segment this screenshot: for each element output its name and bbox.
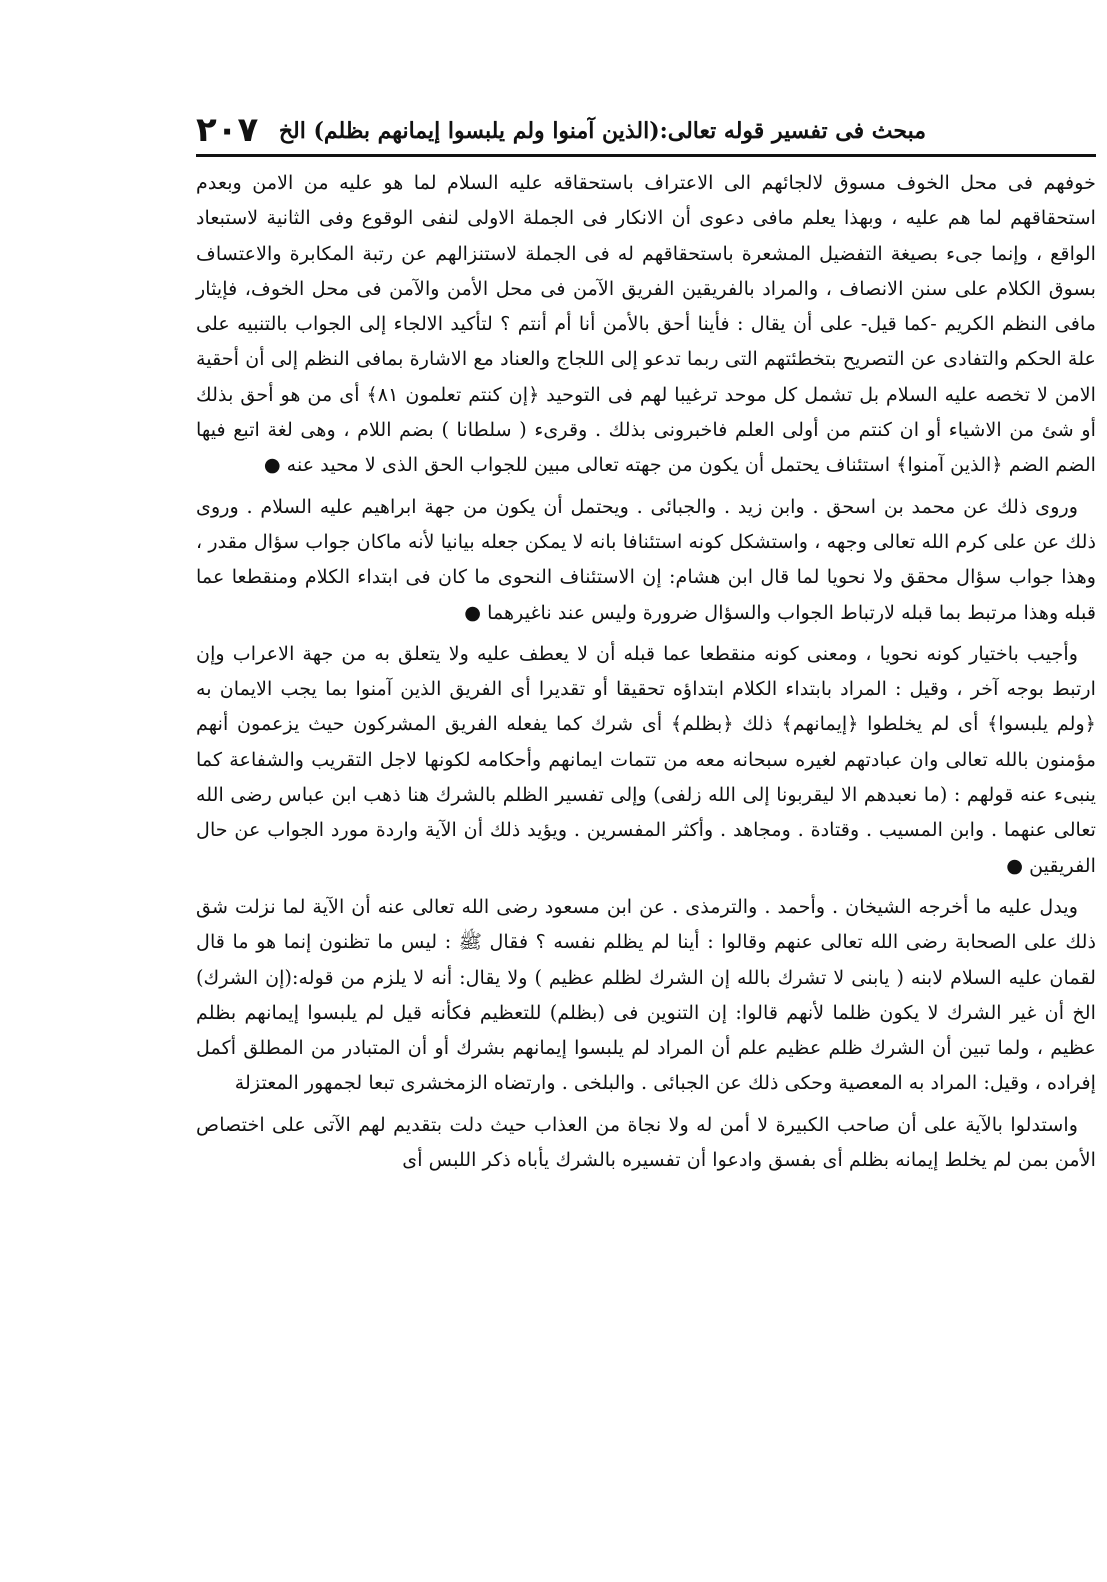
running-title: مبحث فى تفسير قوله تعالى:(الذين آمنوا ولم يلبسوا إيمانهم بظلم) الخ xyxy=(278,118,926,144)
paragraph-5: واستدلوا بالآية على أن صاحب الكبيرة لا أمن له ولا نجاة من العذاب حيث دلت بتقديم لهم الآتى على اختصاص الأمن بمن لم يخلط إيمانه بظلم أى بفسق وادعوا أن تفسيره بالشرك يأباه ذكر اللبس أى xyxy=(196,1112,1096,1172)
page-header xyxy=(196,108,1096,157)
page-number: ٢٠٧ xyxy=(196,110,259,150)
paragraph-3: وأجيب باختيار كونه نحويا ، ومعنى كونه منقطعا عما قبله أن لا يعطف عليه ولا يتعلق به من جهة الاعراب وإن ارتبط بوجه آخر ، وقيل : المراد بابتداء الكلام ابتداؤه تحقيقا أو تقديرا أى الفريق الذين آمنوا بما يجب الايمان به ﴿ولم يلبسوا﴾ أى لم يخلطوا ﴿إيمانهم﴾ ذلك ﴿بظلم﴾ أى شرك كما يفعله الفريق المشركون حيث يزعمون أنهم مؤمنون بالله تعالى وان عبادتهم لغيره سبحانه معه من تتمات ايمانهم وأحكامه لكونها لاجل التقريب والشفاعة كما ينبىء عنه قولهم : (ما نعبدهم الا ليقربونا إلى الله زلفى) وإلى تفسير الظلم بالشرك هنا ذهب ابن عباس رضى الله تعالى عنهما . وابن المسيب . وقتادة . ومجاهد . وأكثر المفسرين . ويؤيد ذلك أن الآية واردة مورد الجواب عن حال الفريقين ● xyxy=(196,641,1096,877)
book-page xyxy=(196,108,1096,1568)
paragraph-2: وروى ذلك عن محمد بن اسحق . وابن زيد . والجبائى . ويحتمل أن يكون من جهة ابراهيم عليه السلام . وروى ذلك عن على كرم الله تعالى وجهه ، واستشكل كونه استئنافا بانه لا يمكن جعله بيانيا لأنه ماكان جواب سؤال مقدر ، وهذا جواب سؤال محقق ولا نحويا لما قال ابن هشام: إن الاستئناف النحوى ما كان فى ابتداء الكلام ومنقطعا عما قبله وهذا مرتبط بما قبله لارتباط الجواب والسؤال ضرورة وليس عند ناغيرهما ● xyxy=(196,494,1096,624)
page-body xyxy=(196,165,1096,1177)
paragraph-1: خوفهم فى محل الخوف مسوق لالجائهم الى الاعتراف باستحقاقه عليه السلام لما هو عليه من الامن وبعدم استحقاقهم لما هم عليه ، وبهذا يعلم مافى دعوى أن الانكار فى الجملة الاولى لنفى الوقوع وفى الثانية لاستبعاد الواقع ، وإنما جىء بصيغة التفضيل المشعرة باستحقاقهم له فى الجملة لاستنزالهم عن رتبة المكابرة والاعتساف بسوق الكلام على سنن الانصاف ، والمراد بالفريقين الفريق الآمن فى محل الأمن والآمن فى محل الخوف، فإيثار مافى النظم الكريم -كما قيل- على أن يقال : فأينا أحق بالأمن أنا أم أنتم ؟ لتأكيد الالجاء إلى الجواب بالتنبيه على علة الحكم والتفادى عن التصريح بتخطئتهم التى ربما تدعو إلى اللجاج والعناد مع الاشارة بمافى النظم إلى أن أحقية الامن لا تخصه عليه السلام بل تشمل كل موحد ترغيبا لهم فى التوحيد ﴿إن كنتم تعلمون ٨١﴾ أى من هو أحق بذلك أو شئ من الاشياء أو ان كنتم من أولى العلم فاخبرونى بذلك . وقرىء ( سلطانا ) بضم اللام ، وهى لغة اتبع فيها الضم الضم ﴿الذين آمنوا﴾ استئناف يحتمل أن يكون من جهته تعالى مبين للجواب الحق الذى لا محيد عنه ● xyxy=(196,171,1097,477)
paragraph-4: ويدل عليه ما أخرجه الشيخان . وأحمد . والترمذى . عن ابن مسعود رضى الله تعالى عنه أن الآية لما نزلت شق ذلك على الصحابة رضى الله تعالى عنهم وقالوا : أينا لم يظلم نفسه ؟ فقال ﷺ : ليس ما تظنون إنما هو ما قال لقمان عليه السلام لابنه ( يابنى لا تشرك بالله إن الشرك لظلم عظيم ) ولا يقال: أنه لا يلزم من قوله:(إن الشرك) الخ أن غير الشرك لا يكون ظلما لأنهم قالوا: إن التنوين فى (بظلم) للتعظيم فكأنه قيل لم يلبسوا إيمانهم بظلم عظيم ، ولما تبين أن الشرك ظلم عظيم علم أن المراد لم يلبسوا إيمانهم بشرك أو أن المتبادر من المطلق أكمل إفراده ، وقيل: المراد به المعصية وحكى ذلك عن الجبائى . والبلخى . وارتضاه الزمخشرى تبعا لجمهور المعتزلة xyxy=(196,894,1096,1095)
